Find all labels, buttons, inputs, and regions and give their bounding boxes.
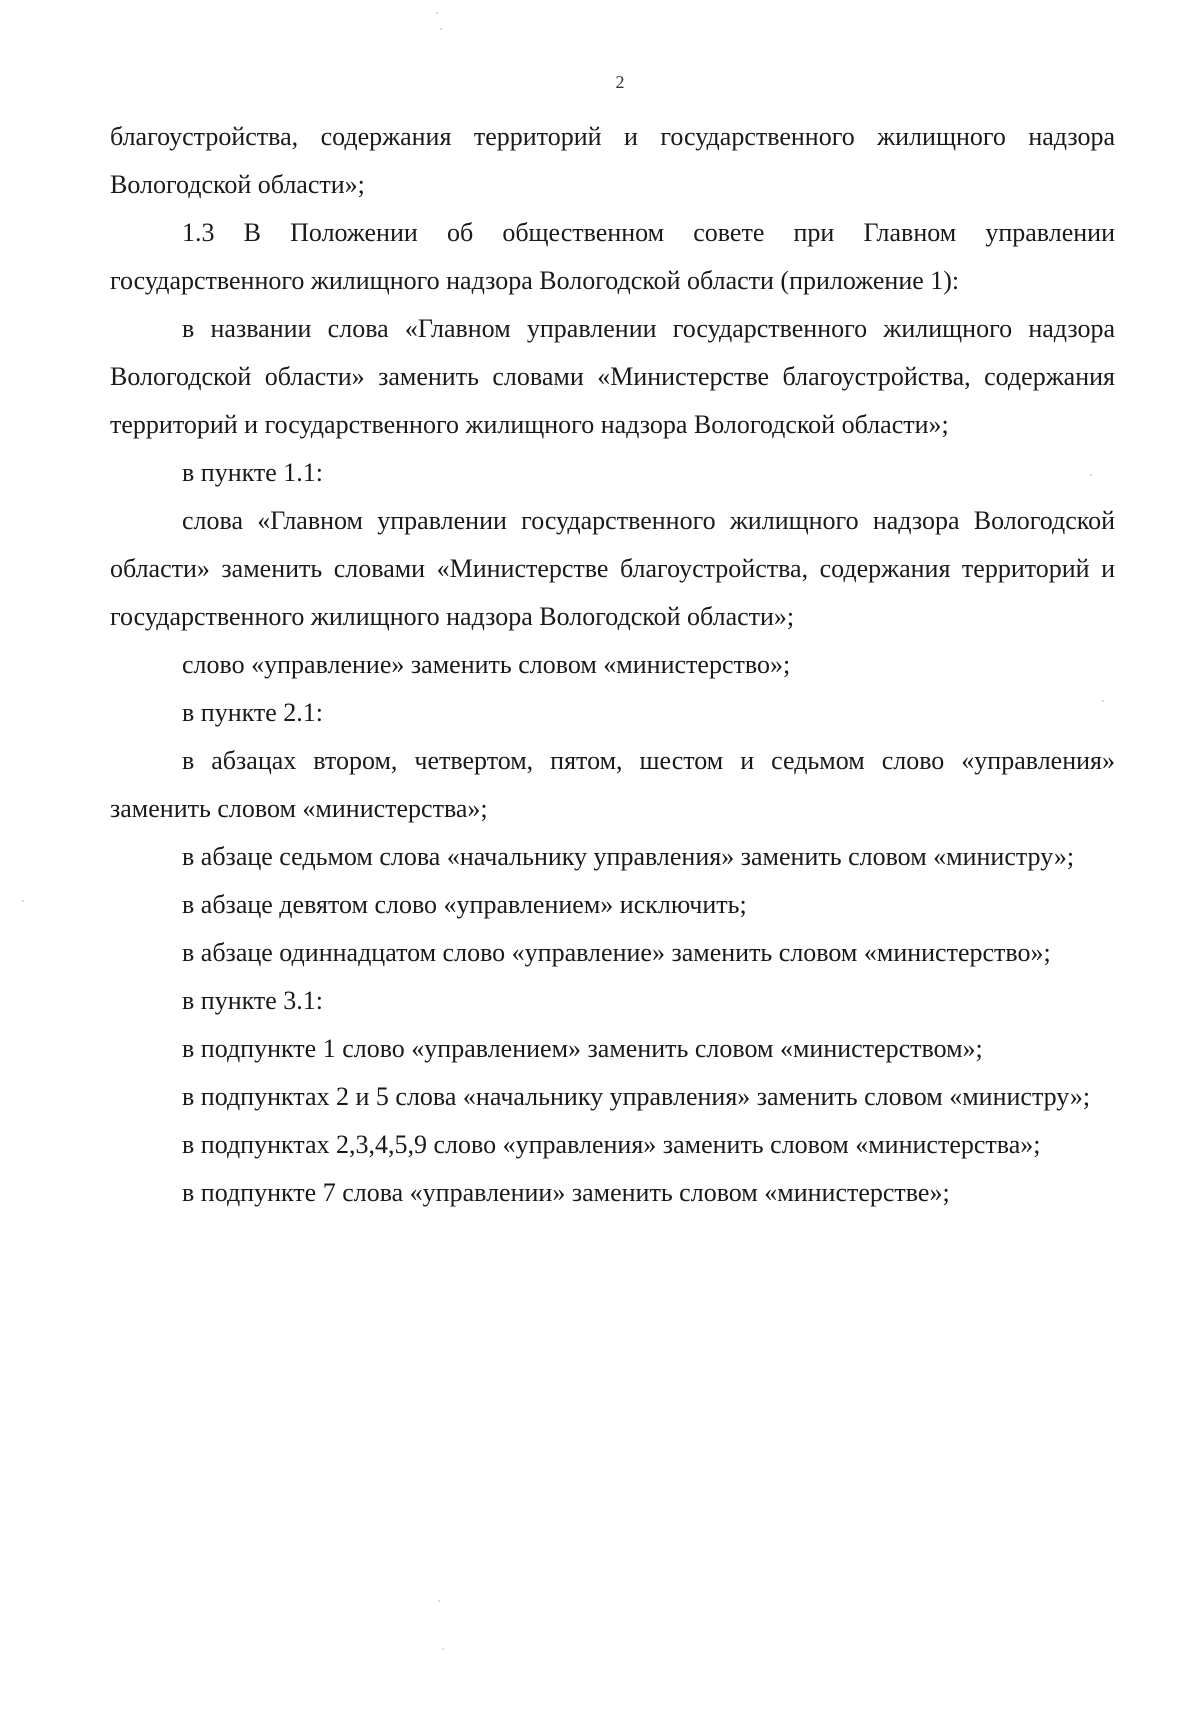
paragraph: слово «управление» заменить словом «министерство»; [182,650,791,679]
paragraph: 1.3 В Положении об общественном совете при Главном управлении государственного жилищного надзора Вологодской области (приложение 1): [110,218,1115,295]
scan-speck [22,900,24,902]
paragraph: в пункте 1.1: [182,458,324,487]
paragraph: в подпункте 1 слово «управлением» заменить словом «министерством»; [182,1034,983,1063]
paragraph: в абзаце седьмом слова «начальнику управления» заменить словом «министру»; [182,842,1075,871]
paragraph: слова «Главном управлении государственного жилищного надзора Вологодской области» заменить словами «Министерстве благоустройства, содержания территорий и государственного жилищного надзора Вологодской области»; [110,506,1115,631]
scan-speck [438,1600,440,1602]
scan-speck [1102,700,1104,702]
paragraph: в подпункте 7 слова «управлении» заменить словом «министерстве»; [182,1178,950,1207]
scan-speck [436,12,438,14]
paragraph: в пункте 2.1: [182,698,324,727]
paragraph: в абзаце одиннадцатом слово «управление» заменить словом «министерство»; [182,938,1051,967]
page-number: 2 [615,72,625,92]
paragraph: в абзаце девятом слово «управлением» исключить; [182,890,747,919]
paragraph: в подпунктах 2 и 5 слова «начальнику управления» заменить словом «министру»; [182,1082,1091,1111]
paragraph: в подпунктах 2,3,4,5,9 слово «управления» заменить словом «министерства»; [182,1130,1041,1159]
scan-speck [1090,474,1092,476]
paragraph: в пункте 3.1: [182,986,324,1015]
scan-speck [440,28,442,30]
paragraph: благоустройства, содержания территорий и государственного жилищного надзора Вологодской области»; [110,122,1115,199]
document-body [110,113,1115,1217]
paragraph: в абзацах втором, четвертом, пятом, шестом и седьмом слово «управления» заменить словом «министерства»; [110,746,1115,823]
paragraph: в названии слова «Главном управлении государственного жилищного надзора Вологодской области» заменить словами «Министерстве благоустройства, содержания территорий и государственного жилищного надзора Вологодской области»; [110,314,1115,439]
scan-speck [442,1648,444,1650]
